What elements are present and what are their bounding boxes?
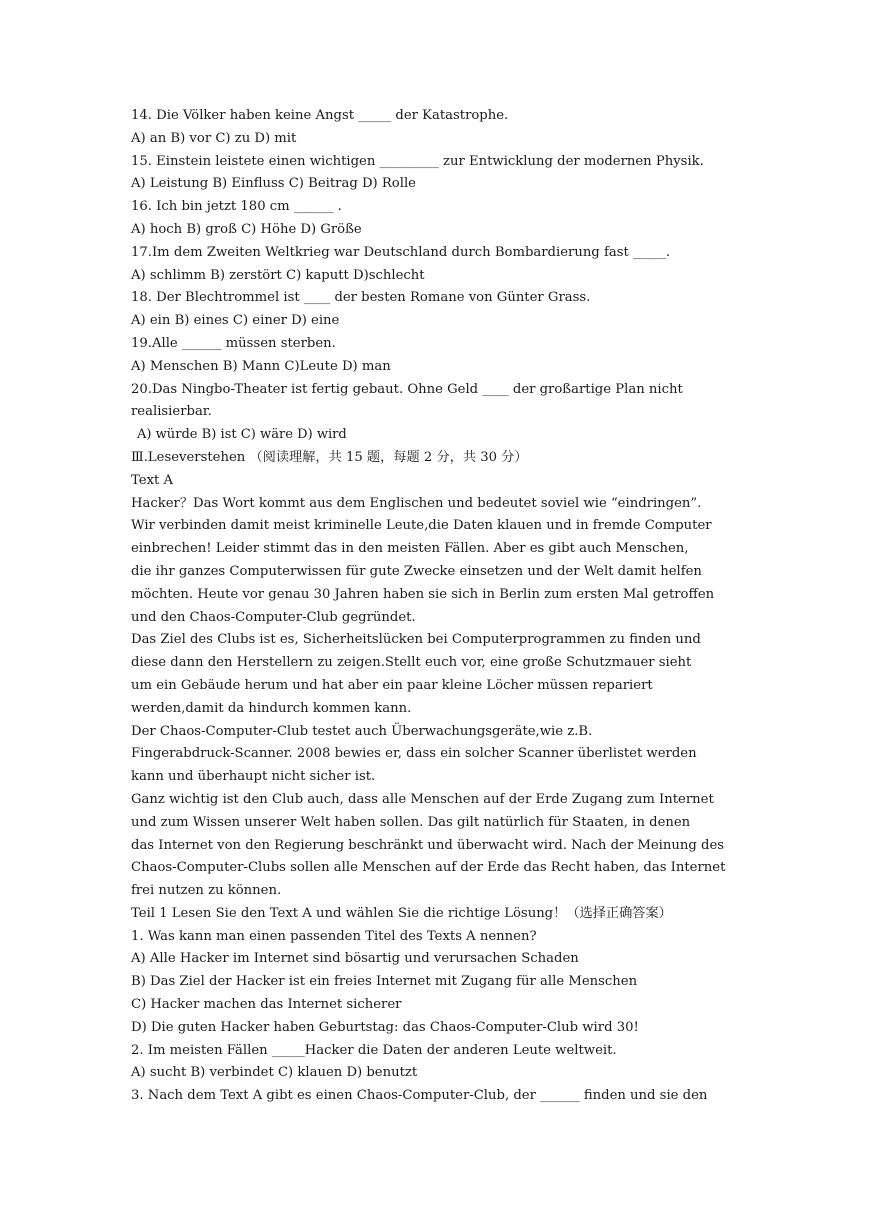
text-line: 14. Die Völker haben keine Angst _____ der Katastrophe.	[131, 108, 509, 123]
text-line: möchten. Heute vor genau 30 Jahren haben sie sich in Berlin zum ersten Mal getroffen	[131, 586, 715, 602]
text-line: 19.Alle ______ müssen sterben.	[131, 335, 336, 351]
text-line: Das Ziel des Clubs ist es, Sicherheitslücken bei Computerprogrammen zu finden und	[131, 632, 701, 648]
text-line: Hacker？Das Wort kommt aus dem Englischen und bedeutet soviel wie “eindringen”.	[131, 495, 702, 511]
text-line: A) Alle Hacker im Internet sind bösartig und verursachen Schaden	[131, 951, 579, 967]
text-line: werden,damit da hindurch kommen kann.	[131, 700, 412, 716]
text-line: A) Menschen B) Mann C)Leute D) man	[131, 358, 391, 374]
text-line: 3. Nach dem Text A gibt es einen Chaos-Computer-Club, der ______ finden und sie den	[131, 1088, 708, 1104]
text-line: D) Die guten Hacker haben Geburtstag: das Chaos-Computer-Club wird 30!	[131, 1019, 639, 1035]
text-line: um ein Gebäude herum und hat aber ein paar kleine Löcher müssen repariert	[131, 677, 653, 693]
text-line: Chaos-Computer-Clubs sollen alle Menschen auf der Erde das Recht haben, das Internet	[131, 860, 726, 876]
text-line: A) hoch B) groß C) Höhe D) Größe	[131, 221, 362, 237]
text-line: 18. Der Blechtrommel ist ____ der besten Romane von Günter Grass.	[131, 290, 591, 306]
text-line: einbrechen! Leider stimmt das in den meisten Fällen. Aber es gibt auch Menschen,	[131, 541, 689, 557]
text-line: Fingerabdruck-Scanner. 2008 bewies er, dass ein solcher Scanner überlistet werden	[131, 746, 697, 762]
text-line: das Internet von den Regierung beschränkt und überwacht wird. Nach der Meinung des	[131, 837, 725, 853]
text-line: C) Hacker machen das Internet sicherer	[131, 997, 402, 1013]
text-line: 15. Einstein leistete einen wichtigen _________ zur Entwicklung der modernen Physik.	[131, 153, 704, 169]
text-line: Ⅲ.Leseverstehen （阅读理解，共 15 题，每题 2 分，共 30 分）	[131, 449, 528, 465]
text-line: und zum Wissen unserer Welt haben sollen. Das gilt natürlich für Staaten, in denen	[131, 814, 691, 830]
text-line: A) schlimm B) zerstört C) kaputt D)schlecht	[131, 267, 425, 283]
text-line: A) ein B) eines C) einer D) eine	[131, 313, 340, 329]
text-line: Wir verbinden damit meist kriminelle Leute,die Daten klauen und in fremde Computer	[131, 518, 712, 534]
text-line: kann und überhaupt nicht sicher ist.	[131, 769, 376, 785]
text-line: und den Chaos-Computer-Club gegründet.	[131, 609, 416, 625]
text-line: 20.Das Ningbo-Theater ist fertig gebaut. Ohne Geld ____ der großartige Plan nicht	[131, 381, 683, 397]
text-line: A) sucht B) verbindet C) klauen D) benutzt	[131, 1065, 418, 1081]
text-line: 16. Ich bin jetzt 180 cm ______ .	[131, 199, 342, 215]
text-line: B) Das Ziel der Hacker ist ein freies Internet mit Zugang für alle Menschen	[131, 974, 638, 990]
text-line: frei nutzen zu können.	[131, 883, 282, 899]
text-line: diese dann den Herstellern zu zeigen.Stellt euch vor, eine große Schutzmauer sieht	[131, 655, 692, 671]
text-line: A) an B) vor C) zu D) mit	[131, 130, 297, 146]
document-body	[131, 105, 741, 1108]
text-line: 17.Im dem Zweiten Weltkrieg war Deutschland durch Bombardierung fast _____.	[131, 244, 671, 260]
text-line: Text A	[131, 472, 174, 488]
text-line: A) Leistung B) Einfluss C) Beitrag D) Rolle	[131, 176, 416, 192]
text-line: A) würde B) ist C) wäre D) wird	[136, 427, 347, 443]
text-line: Teil 1 Lesen Sie den Text A und wählen Sie die richtige Lösung！（选择正确答案）	[131, 905, 672, 921]
text-line: 1. Was kann man einen passenden Titel des Texts A nennen?	[131, 928, 537, 944]
text-line: Ganz wichtig ist den Club auch, dass alle Menschen auf der Erde Zugang zum Internet	[131, 791, 714, 807]
text-line: die ihr ganzes Computerwissen für gute Zwecke einsetzen und der Welt damit helfen	[131, 563, 702, 579]
text-line: realisierbar.	[131, 404, 212, 420]
text-line: Der Chaos-Computer-Club testet auch Überwachungsgeräte,wie z.B.	[131, 723, 593, 739]
text-line: 2. Im meisten Fällen _____Hacker die Daten der anderen Leute weltweit.	[131, 1042, 617, 1058]
